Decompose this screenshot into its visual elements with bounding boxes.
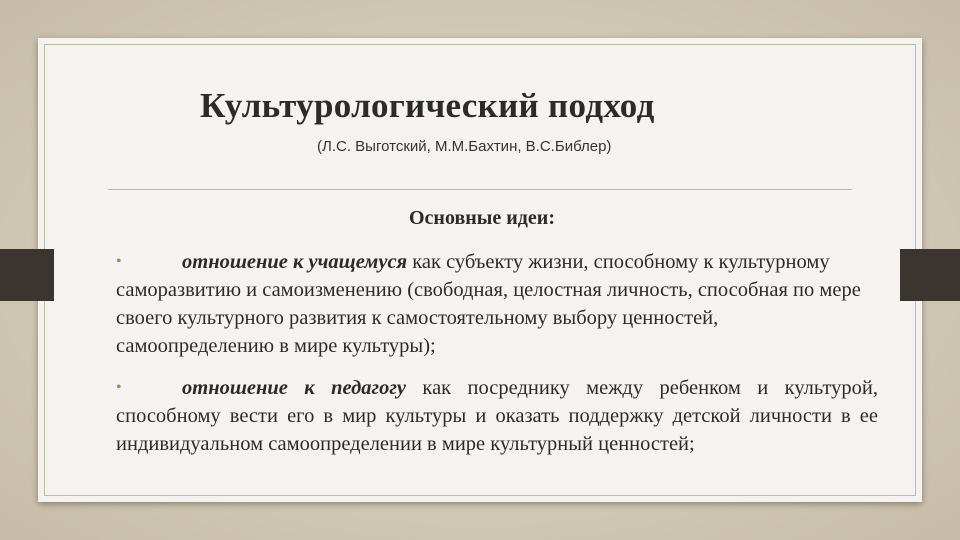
left-decor-bar — [0, 249, 54, 301]
bullet-item-teacher — [116, 374, 878, 458]
slide-subtitle: (Л.С. Выготский, М.М.Бахтин, В.С.Библер) — [317, 138, 612, 155]
section-heading: Основные идеи: — [409, 207, 555, 229]
right-decor-bar — [900, 249, 960, 301]
bullet-marker: • — [116, 253, 122, 270]
bullet-marker: • — [116, 379, 122, 396]
bullet-item-student — [116, 248, 878, 360]
bullet-text: как субъекту жизни, способному к культурному саморазвитию и самоизменению (свободная, целостная личность, способная по мере своего культурного развития к самостоятельному выбору ценностей, самоопределению в мире культуры); — [116, 251, 861, 357]
title-divider — [108, 189, 852, 190]
slide-title: Культурологический подход — [200, 86, 655, 125]
bullet-emphasis: отношение к учащемуся — [182, 251, 408, 273]
bullet-text: как посреднику между ребенком и культурой, способному вести его в мир культуры и оказать поддержку детской личности в ее индивидуальном самоопределении в мире культурный ценностей; — [116, 377, 878, 455]
bullet-emphasis: отношение к педагогу — [182, 377, 407, 399]
